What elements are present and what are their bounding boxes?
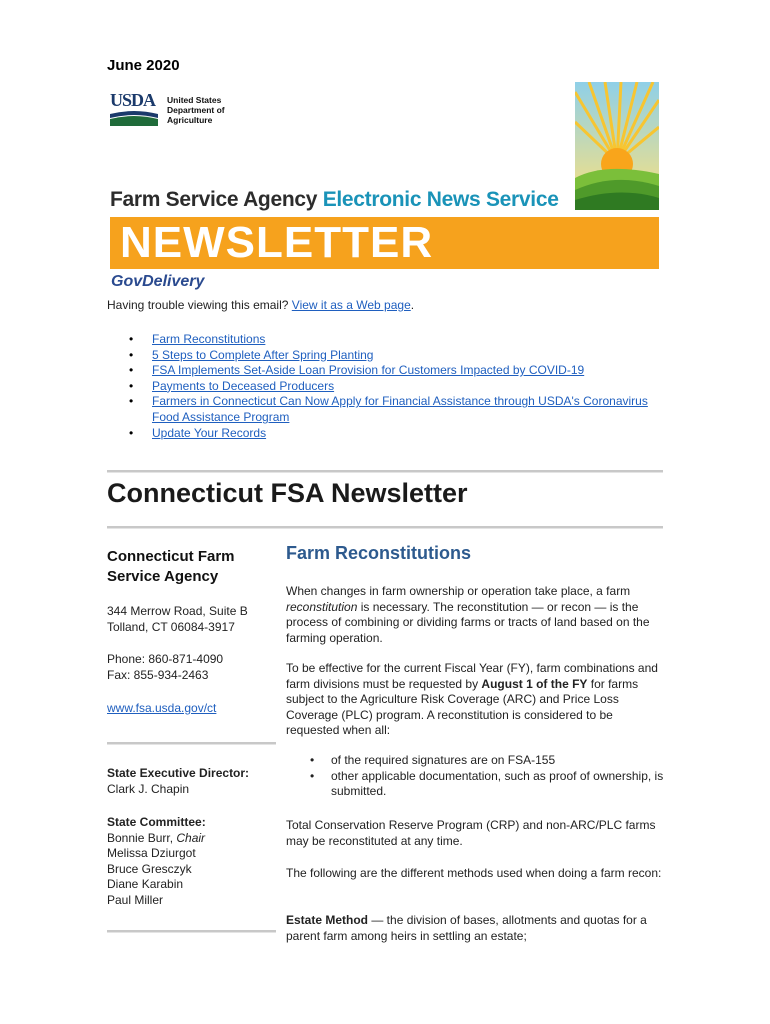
committee-member: Diane Karabin [107, 877, 184, 891]
newsletter-date: June 2020 [107, 57, 180, 74]
dept-line: Agriculture [167, 115, 213, 125]
article-paragraph [286, 584, 664, 646]
sidebar-contact [107, 652, 223, 683]
toc-item [107, 332, 667, 348]
chair-name: Bonnie Burr, [107, 830, 177, 845]
phone-number: Phone: 860-871-4090 [107, 652, 224, 666]
sidebar-address [107, 604, 248, 635]
toc-link[interactable]: Farm Reconstitutions [152, 332, 266, 346]
article-paragraph [286, 913, 664, 944]
address-line: 344 Merrow Road, Suite B [107, 604, 248, 618]
divider [107, 526, 663, 529]
text-run: for farms subject to the Agriculture Risk Coverage (ARC) and Price Loss Coverage (PLC) program. A reconstitution is considered to be requested when all: [286, 676, 639, 738]
agency-name: Farm Service Agency [110, 188, 318, 211]
state-committee [107, 815, 206, 908]
committee-label: State Committee: [107, 815, 206, 829]
newsletter-banner [110, 217, 659, 269]
dept-line: United States [167, 95, 222, 105]
page-title: Connecticut FSA Newsletter [107, 478, 468, 508]
text-run: To be effective for the current Fiscal Year (FY), farm combinations and farm divisions must be requested by [286, 661, 658, 691]
trouble-text: Having trouble viewing this email? [107, 298, 289, 312]
article-paragraph: Total Conservation Reserve Program (CRP) and non-ARC/PLC farms may be reconstituted at any time. [286, 818, 656, 848]
requirements-list [286, 753, 664, 800]
sed-label: State Executive Director: [107, 766, 250, 780]
address-line: Tolland, CT 06084-3917 [107, 619, 235, 634]
toc-link[interactable]: Payments to Deceased Producers [152, 378, 335, 393]
committee-chair [107, 831, 206, 847]
usda-mark-icon [110, 90, 158, 126]
sidebar-divider [107, 930, 276, 933]
website-link[interactable]: www.fsa.usda.gov/ct [107, 701, 217, 715]
text-run: When changes in farm ownership or operation take place, a farm [286, 584, 631, 598]
usda-department-name [167, 95, 225, 125]
view-trouble-line [107, 298, 414, 312]
usda-letters: USDA [110, 90, 156, 110]
toc-item [107, 426, 667, 442]
toc-link[interactable]: Farmers in Connecticut Can Now Apply for Financial Assistance through USDA's Coronavirus Food Assistance Program [152, 394, 648, 424]
committee-member: Melissa Dziurgot [107, 846, 196, 860]
committee-member: Bruce Gresczyk [107, 861, 192, 876]
banner-text: NEWSLETTER [120, 218, 434, 267]
list-item: • of the required signatures are on FSA-155 [286, 753, 664, 769]
org-line: Service Agency [107, 568, 219, 585]
text-run: — the division of bases, allotments and quotas for a parent farm among heirs in settling an estate; [286, 913, 647, 943]
text-run: is necessary. The reconstitution — or recon — is the process of combining or dividing farms or tracts of land based on the farming operation. [286, 599, 650, 645]
method-name: Estate Method [286, 913, 369, 927]
sidebar-divider [107, 742, 276, 745]
article-title: Farm Reconstitutions [286, 543, 472, 563]
sunrise-field-icon [575, 82, 659, 210]
trouble-end: . [410, 298, 415, 312]
fax-number: Fax: 855-934-2463 [107, 667, 209, 682]
agency-title [110, 188, 559, 212]
sidebar-org-name [107, 547, 235, 587]
divider [107, 470, 663, 473]
govdelivery-logo: GovDelivery [111, 273, 205, 290]
toc-link[interactable]: FSA Implements Set-Aside Loan Provision for Customers Impacted by COVID-19 [152, 363, 585, 378]
toc-item [107, 379, 667, 395]
toc-item [107, 363, 667, 379]
service-name: Electronic News Service [322, 188, 559, 211]
committee-member: Paul Miller [107, 892, 164, 907]
dept-line: Department of [167, 105, 225, 115]
deadline-text: August 1 of the FY [481, 676, 588, 691]
chair-role: Chair [176, 830, 206, 845]
toc-item [107, 348, 667, 364]
usda-logo [110, 90, 240, 130]
article-paragraph [286, 661, 664, 739]
toc-item [107, 394, 667, 425]
text-run: reconstitution [286, 599, 358, 614]
toc-link[interactable]: 5 Steps to Complete After Spring Planting [152, 347, 374, 362]
article-paragraph: The following are the different methods used when doing a farm recon: [286, 866, 662, 880]
table-of-contents [107, 332, 667, 441]
state-executive-director [107, 766, 249, 797]
toc-link[interactable]: Update Your Records [152, 425, 267, 440]
sed-name: Clark J. Chapin [107, 781, 190, 796]
org-line: Connecticut Farm [107, 548, 235, 565]
view-web-page-link[interactable]: View it as a Web page [291, 298, 411, 312]
list-item: • other applicable documentation, such as proof of ownership, is submitted. [286, 769, 664, 800]
